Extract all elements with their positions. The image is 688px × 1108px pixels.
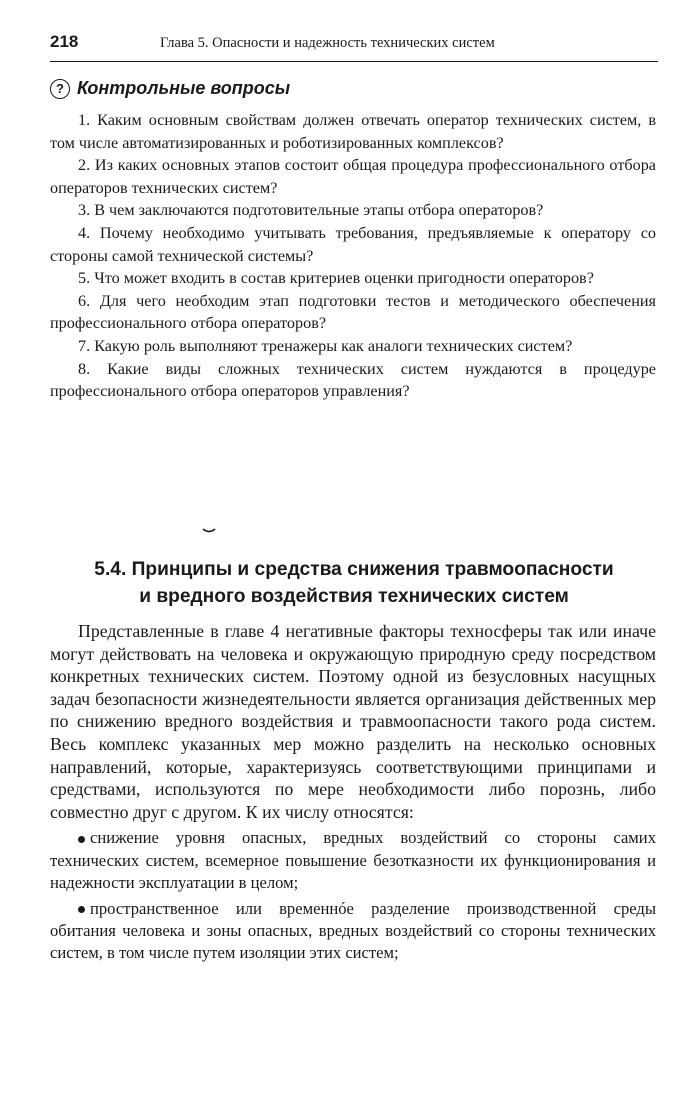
control-questions-title: Контрольные вопросы: [77, 78, 291, 98]
principles-list: [50, 827, 656, 964]
print-mark: [202, 528, 216, 534]
header-rule: [50, 61, 658, 62]
page-header: [50, 32, 660, 58]
question-item: 5. Что может входить в состав критериев оценки пригодности операторов?: [78, 269, 594, 288]
question-item: 6. Для чего необходим этап подготовки тестов и методического обеспечения профессионального отбора операторов?: [50, 291, 656, 333]
section-heading-line-2: и вредного воздействия технических систем: [139, 586, 569, 607]
question-item: 8. Какие виды сложных технических систем нуждаются в процедуре профессионального отбора операторов управления?: [50, 359, 656, 401]
list-item: [50, 898, 656, 965]
section-body: [50, 620, 656, 968]
list-item: [50, 827, 656, 894]
list-item-text: снижение уровня опасных, вредных воздействий со стороны самих технических систем, всемерное повышение безотказности их функционирования и надежности эксплуатации в целом;: [50, 828, 656, 893]
question-item: 1. Каким основным свойствам должен отвечать оператор технических систем, в том числе автоматизированных и роботизированных комплексов?: [50, 111, 656, 152]
list-item-text: пространственное или временнóе разделение производственной среды обитания человека и зоны опасных, вредных воздействий со стороны технических систем, в том числе путем изоляции этих систем;: [50, 898, 656, 963]
body-paragraph: Представленные в главе 4 негативные факторы техносферы так или иначе могут действовать на человека и окружающую природную среду посредством конкретных технических систем. Поэтому одной из безусловных насущных задач безопасности жизнедеятельности является организация действенных мер по снижению вредного воздействия и травмоопасности такого рода систем. Весь комплекс указанных мер можно разделить на несколько основных направлений, которые, характеризуясь соответствующими принципами и средствами, используются по мере необходимости либо порознь, либо совместно друг с другом. К их числу относятся:: [50, 621, 656, 822]
question-circle-icon: ?: [50, 79, 70, 99]
bullet-icon: [78, 836, 85, 843]
section-heading-line-1: 5.4. Принципы и средства снижения травмоопасности: [94, 559, 614, 580]
control-questions-heading: [50, 78, 290, 99]
page-number: 218: [50, 32, 79, 51]
question-item: 7. Какую роль выполняют тренажеры как аналоги технических систем?: [78, 336, 573, 355]
control-questions-list: [50, 109, 656, 403]
question-item: 3. В чем заключаются подготовительные этапы отбора операторов?: [78, 201, 544, 220]
section-heading: [50, 556, 658, 610]
question-item: 4. Почему необходимо учитывать требования, предъявляемые к оператору со стороны самой технической системы?: [50, 223, 656, 265]
bullet-icon: [78, 906, 85, 913]
running-head: Глава 5. Опасности и надежность технических систем: [160, 35, 495, 51]
question-item: 2. Из каких основных этапов состоит общая процедура профессионального отбора операторов технических систем?: [50, 156, 656, 197]
